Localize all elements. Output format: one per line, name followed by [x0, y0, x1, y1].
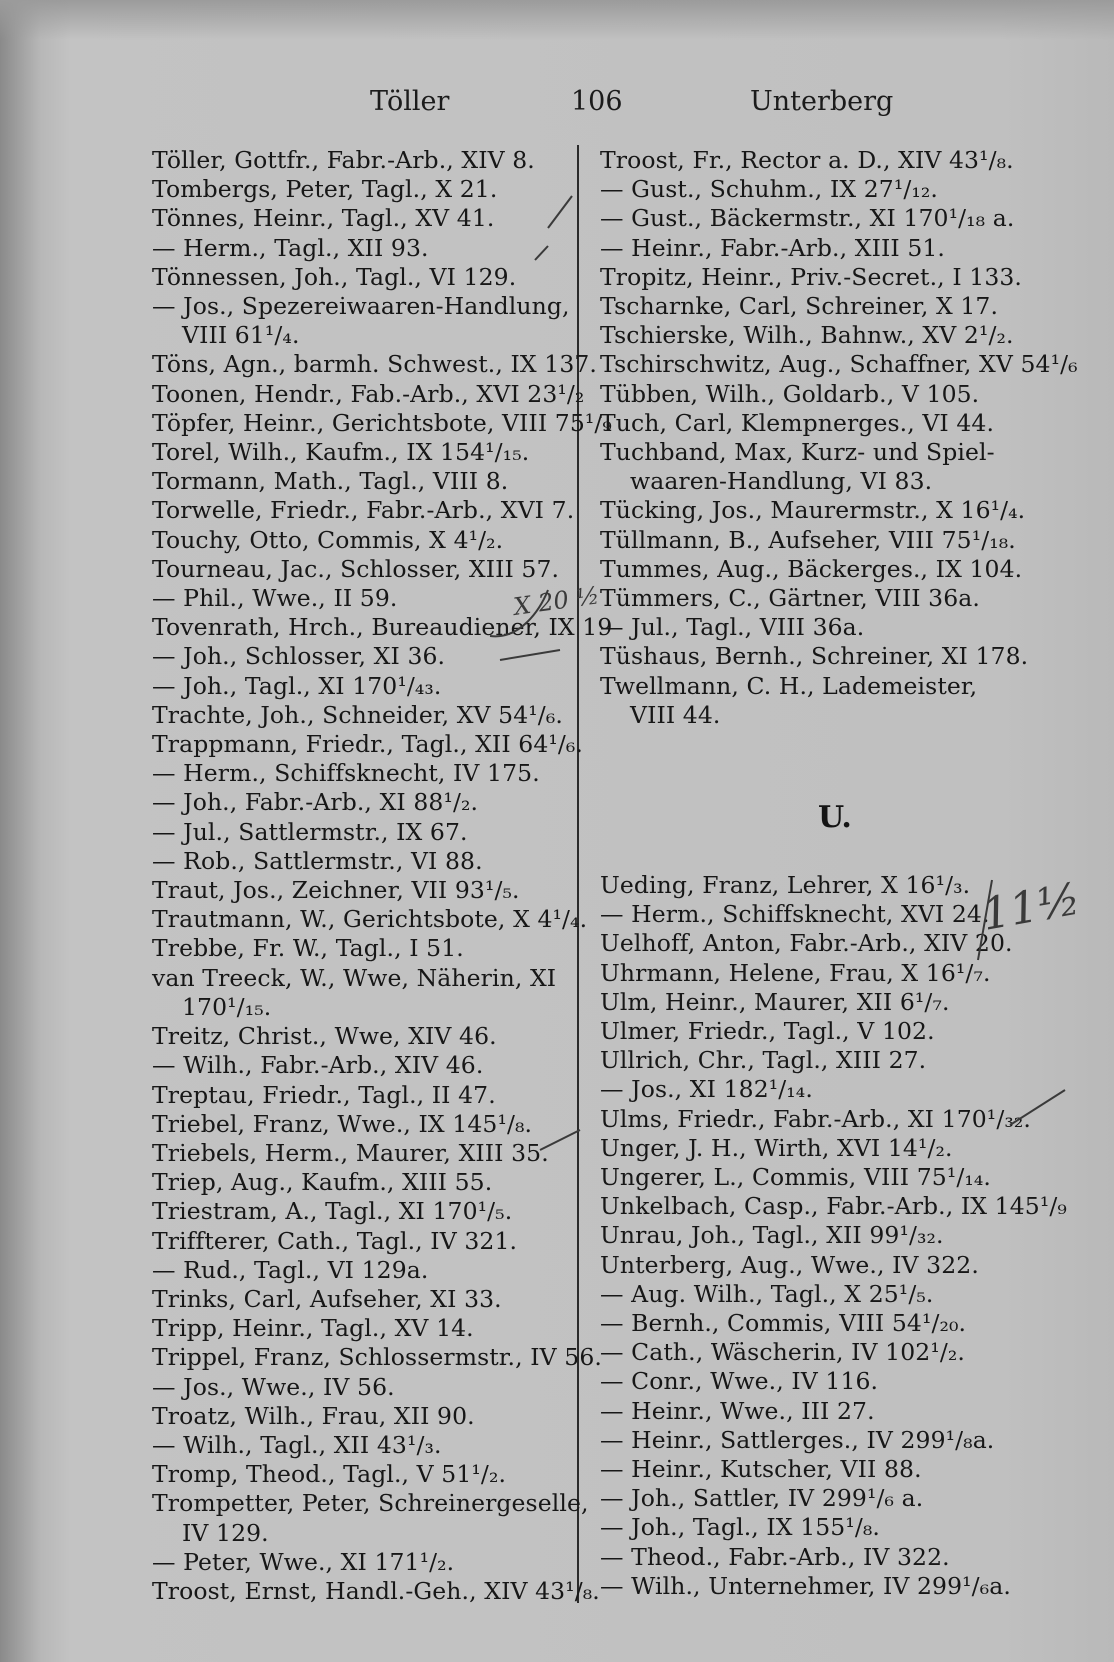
- directory-entry: [152, 1081, 572, 1110]
- directory-entry: [152, 584, 572, 613]
- directory-entry: [600, 1163, 1030, 1192]
- directory-entry: [600, 613, 1030, 642]
- directory-entry: [152, 204, 572, 233]
- entry-text: Troost, Ernst, Handl.-Geh., XIV 43¹/₈.: [152, 1576, 600, 1605]
- entry-text: — Phil., Wwe., II 59.: [152, 584, 398, 613]
- directory-entry: [152, 759, 572, 788]
- directory-entry: [600, 1513, 1030, 1542]
- directory-entry: [152, 847, 572, 876]
- directory-entry: [600, 175, 1030, 204]
- entry-text: Tscharnke, Carl, Schreiner, X 17.: [600, 292, 999, 321]
- entry-text: — Jul., Tagl., VIII 36a.: [600, 613, 865, 642]
- entry-text: — Jos., Wwe., IV 56.: [152, 1372, 395, 1401]
- entry-text: — Joh., Tagl., XI 170¹/₄₃.: [152, 671, 442, 700]
- directory-entry: [152, 905, 588, 934]
- entry-text: Tourneau, Jac., Schlosser, XIII 57.: [152, 554, 560, 583]
- entry-text: Torwelle, Friedr., Fabr.-Arb., XVI 7.: [152, 496, 575, 525]
- directory-entry: [152, 292, 572, 350]
- entry-text: Trachte, Joh., Schneider, XV 54¹/₆.: [152, 700, 563, 729]
- entry-text: Unger, J. H., Wirth, XVI 14¹/₂.: [600, 1133, 953, 1162]
- entry-text: van Treeck, W., Wwe, Näherin, XI: [152, 963, 557, 992]
- entry-text: — Peter, Wwe., XI 171¹/₂.: [152, 1547, 455, 1576]
- entry-text: Unrau, Joh., Tagl., XII 99¹/₃₂.: [600, 1221, 944, 1250]
- entry-continuation: VIII 61¹/₄.: [182, 321, 300, 350]
- directory-entry: [152, 1139, 572, 1168]
- entry-text: Uhrmann, Helene, Frau, X 16¹/₇.: [600, 958, 991, 987]
- entry-text: Troost, Fr., Rector a. D., XIV 43¹/₈.: [600, 146, 1014, 174]
- entry-text: Tönnessen, Joh., Tagl., VI 129.: [152, 262, 517, 291]
- directory-entry: [152, 1314, 572, 1343]
- directory-entry: [152, 438, 572, 467]
- entry-continuation: IV 129.: [182, 1518, 269, 1547]
- entry-text: Twellmann, C. H., Lademeister,: [600, 671, 978, 700]
- entry-text: Ullrich, Chr., Tagl., XIII 27.: [600, 1046, 927, 1075]
- entry-text: Torel, Wilh., Kaufm., IX 154¹/₁₅.: [152, 438, 530, 467]
- directory-entry: [600, 263, 1030, 292]
- entry-text: — Heinr., Wwe., III 27.: [600, 1396, 875, 1425]
- directory-entry: [600, 1455, 1030, 1484]
- directory-entry: [152, 1343, 602, 1372]
- directory-entry: [600, 1309, 1030, 1338]
- directory-entry: [152, 1197, 572, 1226]
- directory-entry: [600, 1251, 1030, 1280]
- directory-entry: [600, 1397, 1030, 1426]
- entry-text: Tübben, Wilh., Goldarb., V 105.: [600, 379, 980, 408]
- directory-entry: [600, 929, 1030, 958]
- entry-text: Triep, Aug., Kaufm., XIII 55.: [152, 1168, 493, 1197]
- entry-text: — Herm., Schiffsknecht, XVI 24.: [600, 900, 990, 929]
- entry-text: Töpfer, Heinr., Gerichtsbote, VIII 75¹/₉: [152, 408, 612, 437]
- entry-text: Troatz, Wilh., Frau, XII 90.: [152, 1401, 475, 1430]
- directory-entry: [152, 788, 572, 817]
- directory-entry: [152, 555, 572, 584]
- directory-entry: [600, 1046, 1030, 1075]
- directory-entry: [600, 292, 1030, 321]
- directory-entry: [152, 1168, 572, 1197]
- directory-entry: [152, 1489, 589, 1547]
- directory-entry: [152, 1431, 572, 1460]
- entry-text: — Jos., XI 182¹/₁₄.: [600, 1075, 813, 1104]
- entry-text: — Heinr., Kutscher, VII 88.: [600, 1455, 922, 1484]
- section-letter: U.: [818, 800, 852, 835]
- directory-entry: [600, 1221, 1030, 1250]
- directory-entry: [600, 642, 1030, 671]
- entry-text: Ueding, Franz, Lehrer, X 16¹/₃.: [600, 871, 971, 899]
- directory-entry: [600, 380, 1030, 409]
- entry-text: — Theod., Fabr.-Arb., IV 322.: [600, 1542, 950, 1571]
- right-column-t: [600, 146, 1078, 730]
- directory-entry: [600, 1572, 1030, 1601]
- directory-entry: [152, 934, 572, 963]
- entry-text: Ulmer, Friedr., Tagl., V 102.: [600, 1017, 935, 1046]
- entry-text: — Cath., Wäscherin, IV 102¹/₂.: [600, 1338, 965, 1367]
- directory-entry: [152, 730, 584, 759]
- directory-entry: [600, 555, 1030, 584]
- directory-entry: [600, 959, 1030, 988]
- directory-entry: [600, 526, 1030, 555]
- directory-entry: [600, 204, 1030, 233]
- entry-text: Ungerer, L., Commis, VIII 75¹/₁₄.: [600, 1163, 991, 1192]
- entry-text: Tümmers, C., Gärtner, VIII 36a.: [600, 584, 980, 613]
- entry-text: Tücking, Jos., Maurermstr., X 16¹/₄.: [600, 496, 1026, 525]
- directory-entry: [600, 1134, 1030, 1163]
- entry-text: Trompetter, Peter, Schreinergeselle,: [152, 1489, 589, 1518]
- pencil-annotation-1: X 20 ½: [511, 581, 602, 621]
- directory-entry: [152, 263, 572, 292]
- directory-entry: [152, 1022, 572, 1051]
- directory-entry: [152, 408, 612, 438]
- entry-text: Tüllmann, B., Aufseher, VIII 75¹/₁₈.: [600, 525, 1016, 554]
- directory-entry: [600, 409, 1030, 438]
- entry-text: Tombergs, Peter, Tagl., X 21.: [152, 175, 498, 204]
- directory-entry: [600, 1543, 1030, 1572]
- directory-entry: [152, 175, 572, 204]
- directory-entry: [152, 672, 572, 701]
- entry-text: — Bernh., Commis, VIII 54¹/₂₀.: [600, 1309, 967, 1338]
- directory-entry: [152, 1402, 572, 1431]
- directory-entry: [152, 526, 572, 555]
- entry-text: — Jos., Spezereiwaaren-Handlung,: [152, 292, 570, 321]
- directory-entry: [600, 146, 1030, 175]
- entry-text: Tovenrath, Hrch., Bureaudiener, IX 19: [152, 613, 613, 642]
- directory-entry: [152, 818, 572, 847]
- entry-text: Tschierske, Wilh., Bahnw., XV 2¹/₂.: [600, 321, 1014, 350]
- directory-entry: [600, 1280, 1030, 1309]
- entry-text: Tormann, Math., Tagl., VIII 8.: [152, 467, 509, 496]
- entry-text: — Wilh., Unternehmer, IV 299¹/₆a.: [600, 1571, 1011, 1600]
- entry-text: — Gust., Schuhm., IX 27¹/₁₂.: [600, 175, 938, 204]
- directory-entry: [600, 234, 1030, 263]
- directory-entry: [152, 1285, 572, 1314]
- directory-entry: [152, 496, 575, 525]
- directory-entry: [152, 1373, 572, 1402]
- directory-entry: [600, 900, 1030, 929]
- entry-text: — Aug. Wilh., Tagl., X 25¹/₅.: [600, 1279, 934, 1308]
- directory-entry: [152, 467, 572, 496]
- entry-text: Uelhoff, Anton, Fabr.-Arb., XIV 20.: [600, 929, 1013, 958]
- directory-entry: [152, 1110, 572, 1139]
- entry-text: — Joh., Sattler, IV 299¹/₆ a.: [600, 1484, 924, 1513]
- page-number: 106: [571, 86, 623, 117]
- directory-entry: [152, 350, 597, 379]
- entry-text: Toonen, Hendr., Fab.-Arb., XVI 23¹/₂: [152, 379, 585, 408]
- entry-text: Ulm, Heinr., Maurer, XII 6¹/₇.: [600, 987, 950, 1016]
- directory-entry: [600, 1367, 1030, 1396]
- directory-entry: [152, 1227, 572, 1256]
- entry-text: — Conr., Wwe., IV 116.: [600, 1367, 879, 1396]
- directory-entry: [600, 1484, 1030, 1513]
- entry-text: Trippel, Franz, Schlossermstr., IV 56.: [152, 1343, 602, 1372]
- entry-text: Trinks, Carl, Aufseher, XI 33.: [152, 1284, 502, 1313]
- directory-entry: [152, 234, 572, 263]
- directory-entry: [600, 1075, 1030, 1104]
- entry-text: Triebels, Herm., Maurer, XIII 35.: [152, 1138, 549, 1167]
- entry-text: Trebbe, Fr. W., Tagl., I 51.: [152, 934, 464, 963]
- directory-entry: [152, 1548, 572, 1577]
- entry-text: — Wilh., Tagl., XII 43¹/₃.: [152, 1430, 442, 1459]
- entry-text: Touchy, Otto, Commis, X 4¹/₂.: [152, 525, 504, 554]
- directory-entry: [152, 379, 585, 409]
- entry-text: — Jul., Sattlermstr., IX 67.: [152, 817, 468, 846]
- entry-text: — Rud., Tagl., VI 129a.: [152, 1255, 429, 1284]
- directory-entry: [600, 1426, 1030, 1455]
- entry-text: — Herm., Tagl., XII 93.: [152, 233, 429, 262]
- entry-text: — Heinr., Fabr.-Arb., XIII 51.: [600, 233, 945, 262]
- entry-text: Tuchband, Max, Kurz- und Spiel-: [600, 438, 995, 467]
- directory-entry: [152, 1576, 600, 1606]
- directory-entry: [152, 1256, 572, 1285]
- directory-entry: [600, 1192, 1067, 1221]
- entry-text: Tummes, Aug., Bäckerges., IX 104.: [600, 554, 1023, 583]
- entry-text: Treptau, Friedr., Tagl., II 47.: [152, 1080, 496, 1109]
- entry-text: — Rob., Sattlermstr., VI 88.: [152, 846, 483, 875]
- entry-text: Tschirschwitz, Aug., Schaffner, XV 54¹/₆: [600, 350, 1078, 379]
- entry-text: Tönnes, Heinr., Tagl., XV 41.: [152, 204, 495, 233]
- directory-entry: [152, 1460, 572, 1489]
- entry-text: Tüshaus, Bernh., Schreiner, XI 178.: [600, 642, 1029, 671]
- left-column: [152, 146, 613, 1606]
- entry-text: Trautmann, W., Gerichtsbote, X 4¹/₄.: [152, 905, 588, 934]
- directory-entry: [152, 964, 572, 1022]
- directory-entry: [600, 1338, 1030, 1367]
- directory-entry: [152, 146, 572, 175]
- directory-entry: [152, 1051, 572, 1080]
- directory-entry: [600, 988, 1030, 1017]
- directory-entry: [152, 613, 613, 642]
- entry-text: Traut, Jos., Zeichner, VII 93¹/₅.: [152, 876, 520, 905]
- header-left-catchword: Töller: [370, 86, 450, 117]
- directory-entry: [600, 1105, 1030, 1134]
- entry-text: Töns, Agn., barmh. Schwest., IX 137.: [152, 350, 597, 379]
- entry-text: — Heinr., Sattlerges., IV 299¹/₈a.: [600, 1425, 995, 1454]
- entry-text: — Gust., Bäckermstr., XI 170¹/₁₈ a.: [600, 204, 1015, 233]
- directory-entry: [600, 672, 1030, 730]
- entry-text: Töller, Gottfr., Fabr.-Arb., XIV 8.: [152, 146, 535, 174]
- entry-text: Trappmann, Friedr., Tagl., XII 64¹/₆.: [152, 730, 584, 759]
- directory-entry: [600, 1017, 1030, 1046]
- directory-entry: [600, 584, 1030, 613]
- entry-text: Triffterer, Cath., Tagl., IV 321.: [152, 1226, 518, 1255]
- entry-text: Triebel, Franz, Wwe., IX 145¹/₈.: [152, 1109, 533, 1138]
- entry-text: Unkelbach, Casp., Fabr.-Arb., IX 145¹/₉: [600, 1192, 1067, 1221]
- directory-entry: [152, 701, 572, 730]
- directory-entry: [600, 350, 1078, 379]
- entry-text: Tromp, Theod., Tagl., V 51¹/₂.: [152, 1460, 507, 1489]
- entry-text: Tripp, Heinr., Tagl., XV 14.: [152, 1314, 474, 1343]
- entry-continuation: VIII 44.: [630, 700, 721, 729]
- entry-text: Triestram, A., Tagl., XI 170¹/₅.: [152, 1197, 513, 1226]
- entry-text: — Joh., Schlosser, XI 36.: [152, 642, 446, 671]
- entry-continuation: 170¹/₁₅.: [182, 992, 272, 1021]
- entry-text: Treitz, Christ., Wwe, XIV 46.: [152, 1022, 497, 1051]
- entry-text: — Herm., Schiffsknecht, IV 175.: [152, 759, 540, 788]
- entry-continuation: waaren-Handlung, VI 83.: [630, 467, 933, 496]
- pencil-annotation-2: 11½: [978, 873, 1085, 941]
- directory-entry: [600, 321, 1030, 350]
- entry-text: — Joh., Tagl., IX 155¹/₈.: [600, 1513, 880, 1542]
- directory-entry: [600, 438, 1030, 496]
- directory-entry: [600, 871, 1030, 900]
- entry-text: Tuch, Carl, Klempnerges., VI 44.: [600, 408, 995, 437]
- directory-entry: [152, 876, 572, 905]
- directory-entry: [152, 642, 572, 671]
- entry-text: Ulms, Friedr., Fabr.-Arb., XI 170¹/₃₂.: [600, 1104, 1031, 1133]
- entry-text: — Joh., Fabr.-Arb., XI 88¹/₂.: [152, 788, 479, 817]
- entry-text: — Wilh., Fabr.-Arb., XIV 46.: [152, 1051, 484, 1080]
- entry-text: Tropitz, Heinr., Priv.-Secret., I 133.: [600, 262, 1022, 291]
- page-header: [0, 82, 1114, 122]
- header-right-catchword: Unterberg: [750, 86, 894, 117]
- entry-text: Unterberg, Aug., Wwe., IV 322.: [600, 1250, 979, 1279]
- directory-entry: [600, 496, 1030, 525]
